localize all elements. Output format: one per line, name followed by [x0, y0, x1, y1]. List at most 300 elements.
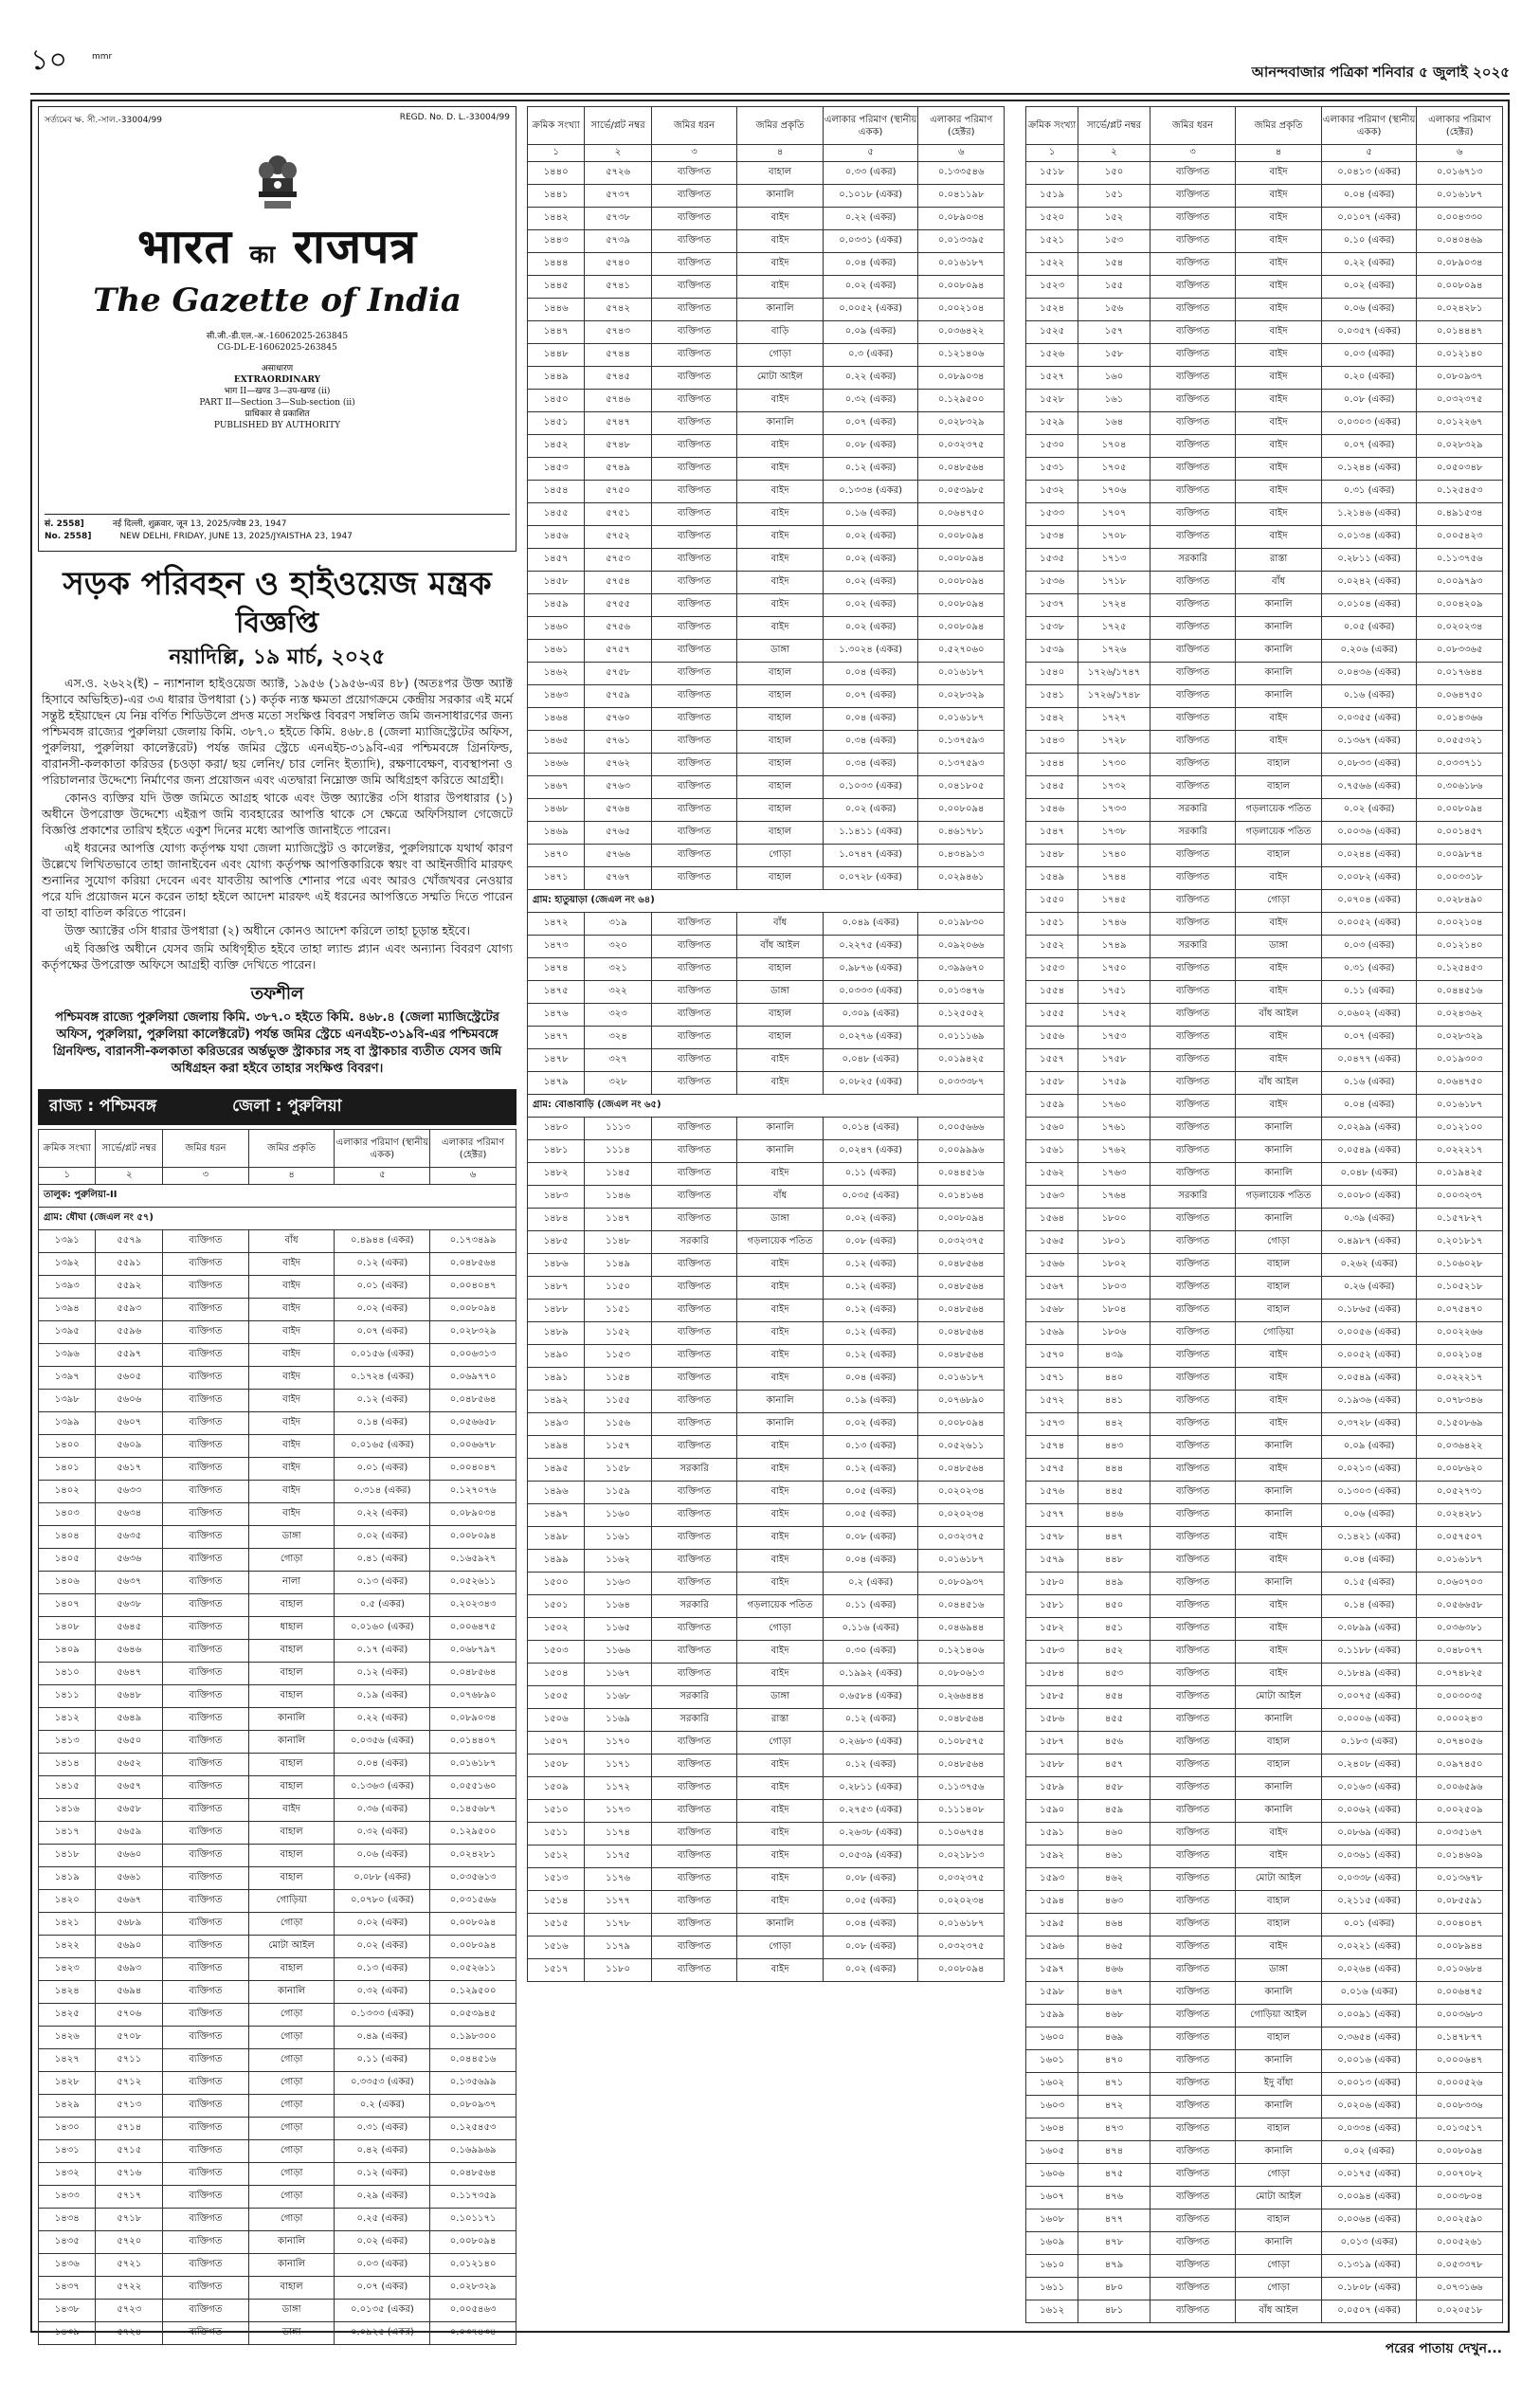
- table-cell: ০.০০২৫০৯: [1417, 1800, 1503, 1823]
- table-cell: ০.০১৩৫ (একর): [335, 2300, 430, 2322]
- table-cell: ০.০৩৭৪৩৪: [430, 2322, 516, 2345]
- table-cell: বাইদ: [1236, 958, 1322, 981]
- table-cell: ব্যক্তিগত: [651, 1209, 737, 1231]
- table-cell: ব্যক্তিগত: [163, 1958, 249, 1981]
- table-cell: ০.২২ (একর): [1321, 253, 1417, 276]
- table-cell: ০.০৪৮৫৬৪: [918, 1300, 1005, 1322]
- table-cell: বাহাল: [737, 663, 824, 685]
- table-cell: ০.০১৭৬৪৪: [1417, 663, 1503, 685]
- table-cell: ১৫২৪: [1026, 299, 1078, 321]
- table-cell: ০.৬৫৮৪ (একর): [823, 1686, 918, 1709]
- table-cell: ০.০০০২৪৩: [1417, 1709, 1503, 1732]
- gazette-date-english: NEW DELHI, FRIDAY, JUNE 13, 2025/JYAISTHA 23, 1947: [119, 532, 353, 541]
- table-cell: ০.২২ (একর): [823, 208, 918, 230]
- table-cell: ব্যক্তিগত: [651, 1027, 737, 1049]
- table-cell: ০.১৩ (একর): [823, 1436, 918, 1459]
- table-cell: বাইদ: [1236, 1664, 1322, 1686]
- table-cell: বাহাল: [248, 1663, 335, 1685]
- table-cell: গোড়া: [248, 2140, 335, 2163]
- page-number: ১০: [30, 44, 67, 77]
- middle-table-body: [528, 162, 1005, 1982]
- table-cell: ০.০০৮০৯৪: [918, 276, 1005, 299]
- table-cell: ০.১২ (একর): [823, 1709, 918, 1732]
- table-cell: ব্যক্তিগত: [1150, 1914, 1236, 1937]
- table-cell: ০.০৩ (একর): [1321, 936, 1417, 958]
- table-cell: ০.০৪৮ (একর): [823, 1049, 918, 1072]
- table-cell: বাইদ: [1236, 1641, 1322, 1664]
- table-cell: ০.৩৯৯৬৭০: [918, 958, 1005, 981]
- table-cell: ৫৭১২: [96, 2072, 163, 2095]
- table-cell: ১৪৫২: [528, 435, 585, 458]
- table-row: [528, 1345, 1005, 1368]
- table-cell: ০.০৮ (একর): [823, 1527, 918, 1550]
- table-cell: ১৭৪৯: [1078, 936, 1150, 958]
- table-cell: ১৫৩৯: [1026, 640, 1078, 663]
- table-row: [528, 549, 1005, 572]
- table-cell: ০.০১৪ (একর): [823, 1118, 918, 1140]
- table-cell: কানালি: [1236, 1982, 1322, 2005]
- table-cell: ১৫৩৪: [1026, 526, 1078, 549]
- table-cell: ০.০০৯১ (একর): [1321, 2005, 1417, 2027]
- table-cell: ০.০৮৩৩৬৫: [1417, 640, 1503, 663]
- table-cell: বাহাল: [737, 958, 824, 981]
- table-cell: ০.৩১ (একর): [1321, 958, 1417, 981]
- table-row: [1026, 1618, 1503, 1641]
- table-row: [1026, 1504, 1503, 1527]
- table-cell: ১৪৪২: [528, 208, 585, 230]
- table-cell: ০.০৮৯০৩৪: [1417, 253, 1503, 276]
- table-row: [39, 2118, 516, 2140]
- table-cell: ০.০৪ (একর): [823, 1368, 918, 1391]
- table-cell: ০.০৮৩৩ (একর): [1321, 754, 1417, 776]
- table-cell: ০.০৯৭৪৫০: [1417, 1755, 1503, 1777]
- table-row: [1026, 958, 1503, 981]
- table-cell: ১১১৩: [585, 1118, 651, 1140]
- table-cell: ১৫৭৭: [1026, 1504, 1078, 1527]
- table-cell: ১৫৪৭: [1026, 822, 1078, 845]
- table-cell: ব্যক্তিগত: [651, 867, 737, 890]
- table-cell: ১৪৩৪: [39, 2209, 96, 2231]
- table-row: [1026, 1482, 1503, 1504]
- table-header: [39, 1130, 516, 1185]
- table-cell: ০.০৪৮৫৬৪: [918, 1755, 1005, 1777]
- table-cell: কানালি: [1236, 1504, 1322, 1527]
- gazette-extra-hindi: असाधारण: [261, 364, 294, 373]
- table-cell: ০.০৮০৬১৩: [918, 1664, 1005, 1686]
- table-cell: বাঁধ আইল: [1236, 1004, 1322, 1027]
- gazette-title-hindi-ka: का: [249, 241, 277, 269]
- table-cell: ০.০০৮৬২০: [1417, 1459, 1503, 1482]
- table-cell: ব্যক্তিগত: [163, 1867, 249, 1890]
- table-cell: ব্যক্তিগত: [163, 1412, 249, 1435]
- table-cell: ০.০১৬১৮৭: [1417, 1095, 1503, 1118]
- table-cell: ০.০০৭০৮২: [1417, 2164, 1503, 2187]
- table-cell: বাইদ: [1236, 1618, 1322, 1641]
- table-cell: বাহাল: [248, 1685, 335, 1708]
- table-row: [1026, 2005, 1503, 2027]
- table-cell: বাইদ: [248, 1276, 335, 1299]
- table-cell: ১১৬৯: [585, 1709, 651, 1732]
- table-cell: ১৫৬৬: [1026, 1254, 1078, 1277]
- table-row: [528, 1959, 1005, 1982]
- table-cell: বাইদ: [737, 253, 824, 276]
- table-cell: ব্যক্তিগত: [1150, 2118, 1236, 2141]
- table-cell: ০.০০৪০৪৭: [430, 1458, 516, 1481]
- table-row: [39, 1230, 516, 1253]
- table-row: [39, 2027, 516, 2049]
- table-cell: ০.১৪ (একর): [335, 1412, 430, 1435]
- table-cell: ডাঙ্গা: [737, 1209, 824, 1231]
- table-cell: ৫৭১৮: [96, 2209, 163, 2231]
- table-cell: বাইদ: [1236, 481, 1322, 503]
- table-cell: ব্যক্তিগত: [1150, 1436, 1236, 1459]
- table-cell: ০.১৬ (একর): [1321, 685, 1417, 708]
- table-cell: ১৭২৭: [1078, 708, 1150, 731]
- header-row: [528, 107, 1005, 145]
- table-cell: ০.০৪৮৫৬৪: [430, 1663, 516, 1685]
- table-cell: ১৪৩৬: [39, 2254, 96, 2277]
- table-cell: ৪৬৫: [1078, 1937, 1150, 1959]
- table-cell: বাইদ: [1236, 867, 1322, 890]
- table-cell: ০.০২৮৩২৯: [430, 1321, 516, 1344]
- table-cell: ০.৩০ (একর): [823, 1641, 918, 1664]
- table-cell: ১৭২৮: [1078, 731, 1150, 754]
- table-row: [1026, 162, 1503, 185]
- table-row: [39, 1822, 516, 1845]
- table-cell: বাহাল: [1236, 1891, 1322, 1914]
- table-cell: ০.১২ (একর): [335, 1253, 430, 1276]
- table-row: [528, 1686, 1005, 1709]
- table-cell: ০.১৩১৯ (একর): [1321, 2255, 1417, 2278]
- table-cell: ব্যক্তিগত: [1150, 1959, 1236, 1982]
- table-row: [39, 1890, 516, 1913]
- table-cell: কানালি: [1236, 1209, 1322, 1231]
- right-column: [1025, 106, 1503, 2323]
- table-cell: বাহাল: [248, 1594, 335, 1617]
- table-row: [1026, 1118, 1503, 1140]
- table-cell: ১১৭৯: [585, 1937, 651, 1959]
- table-row: [528, 1140, 1005, 1163]
- table-cell: ৪৬৪: [1078, 1914, 1150, 1937]
- table-cell: ০.১২১৪০৬: [918, 1641, 1005, 1664]
- table-cell: ০.০৩ (একর): [1321, 344, 1417, 367]
- table-cell: ১৫৩৮: [1026, 617, 1078, 640]
- table-cell: ৫৭৪১: [585, 276, 651, 299]
- table-cell: ১৪৩৭: [39, 2277, 96, 2300]
- table-cell: ব্যক্তিগত: [651, 344, 737, 367]
- table-cell: ১৭০৮: [1078, 526, 1150, 549]
- table-cell: ০.০২৮৪৯০: [1417, 890, 1503, 913]
- table-cell: বাইদ: [1236, 230, 1322, 253]
- table-cell: ৫৭৪৮: [585, 435, 651, 458]
- column-header: এলাকার পরিমাণ (হেক্টর): [430, 1130, 516, 1168]
- table-row: [1026, 1436, 1503, 1459]
- table-cell: ০.০৫ (একর): [823, 1891, 918, 1914]
- table-cell: ০.০৭৬৮৯০: [918, 1391, 1005, 1413]
- table-row: [528, 867, 1005, 890]
- table-cell: বাইদ: [1236, 253, 1322, 276]
- table-cell: ১৫৩৬: [1026, 572, 1078, 594]
- table-cell: ১৪৫৬: [528, 526, 585, 549]
- table-cell: ১৪৭৭: [528, 1027, 585, 1049]
- table-cell: ০.০৮৫৫৯১: [1417, 1891, 1503, 1914]
- table-cell: ১৭৫১: [1078, 981, 1150, 1004]
- table-row: [1026, 2141, 1503, 2164]
- table-cell: ০.০০৬২ (একর): [1321, 1800, 1417, 1823]
- table-cell: বাইদ: [737, 617, 824, 640]
- table-cell: ০.১৯ (একর): [335, 1685, 430, 1708]
- table-cell: বাহাল: [1236, 1914, 1322, 1937]
- table-cell: ব্যক্তিগত: [1150, 2164, 1236, 2187]
- table-cell: ব্যক্তিগত: [1150, 2300, 1236, 2323]
- table-cell: ০.০৫ (একর): [823, 1482, 918, 1504]
- table-cell: ব্যক্তিগত: [651, 1618, 737, 1641]
- table-cell: ১১৫৩: [585, 1345, 651, 1368]
- table-cell: ব্যক্তিগত: [651, 572, 737, 594]
- table-cell: ০.১৯৮৩০০: [430, 2027, 516, 2049]
- table-row: [39, 2231, 516, 2254]
- table-row: [1026, 1755, 1503, 1777]
- table-cell: ব্যক্তিগত: [1150, 1937, 1236, 1959]
- small-mark: mmr: [91, 52, 113, 62]
- table-cell: ০.১৩৭৫৯৩: [918, 754, 1005, 776]
- table-cell: ব্যক্তিগত: [163, 1321, 249, 1344]
- table-cell: ব্যক্তিগত: [163, 2004, 249, 2027]
- table-row: [1026, 1413, 1503, 1436]
- table-cell: ৫৭৫২: [585, 526, 651, 549]
- table-cell: ব্যক্তিগত: [651, 1368, 737, 1391]
- table-cell: ১৪৭৬: [528, 1004, 585, 1027]
- table-row: [39, 1867, 516, 1890]
- table-cell: ১১৭৫: [585, 1846, 651, 1868]
- table-cell: ০.০৪৪৫১৬: [918, 1163, 1005, 1186]
- table-cell: ১৪১০: [39, 1663, 96, 1685]
- table-cell: গোড়িয়া আইল: [1236, 2005, 1322, 2027]
- table-cell: ০.০১৬১৮৭: [1417, 1550, 1503, 1573]
- table-cell: গোড়া: [737, 1937, 824, 1959]
- table-cell: কানালি: [248, 1731, 335, 1754]
- table-cell: বাইদ: [737, 1049, 824, 1072]
- table-row: [528, 1413, 1005, 1436]
- table-cell: ব্যক্তিগত: [163, 2049, 249, 2072]
- table-cell: ০.১০১১৭১: [430, 2209, 516, 2231]
- table-cell: ০.৪৯ (একর): [335, 2027, 430, 2049]
- table-cell: বাইদ: [737, 276, 824, 299]
- table-cell: ০.০২ (একর): [823, 526, 918, 549]
- table-cell: ব্যক্তিগত: [651, 1163, 737, 1186]
- table-cell: ব্যক্তিগত: [163, 1754, 249, 1776]
- table-row: [39, 1981, 516, 2004]
- table-cell: ০.০২ (একর): [823, 1413, 918, 1436]
- table-row: [528, 958, 1005, 981]
- table-cell: বাইদ: [1236, 1823, 1322, 1846]
- table-cell: ০.০৩৫ (একর): [823, 1186, 918, 1209]
- table-row: [39, 2186, 516, 2209]
- table-cell: ১৫৯০: [1026, 1800, 1078, 1823]
- table-cell: বাইদ: [1236, 1595, 1322, 1618]
- table-cell: বাইদ: [737, 1959, 824, 1982]
- table-cell: ৫৬৮৯: [96, 1913, 163, 1936]
- table-row: [528, 1231, 1005, 1254]
- table-cell: ৪৬৮: [1078, 2005, 1150, 2027]
- table-cell: ০.০১৯৪২৫: [918, 1049, 1005, 1072]
- column-number: ৩: [163, 1168, 249, 1185]
- table-cell: ব্যক্তিগত: [651, 1004, 737, 1027]
- table-cell: কানালি: [737, 185, 824, 208]
- table-cell: ১৫৪৮: [1026, 845, 1078, 867]
- table-cell: বাইদ: [737, 1777, 824, 1800]
- table-cell: ০.০০৮০৯৪: [1417, 2141, 1503, 2164]
- table-cell: ব্যক্তিগত: [1150, 1004, 1236, 1027]
- table-cell: ব্যক্তিগত: [651, 1914, 737, 1937]
- table-cell: ০.০১৩৬৭৮: [1417, 1868, 1503, 1891]
- left-land-table: [38, 1129, 516, 2345]
- table-cell: ১৪২৮: [39, 2072, 96, 2095]
- table-cell: ০.১৭৩৪৯৯: [430, 1230, 516, 1253]
- table-cell: ১৪৬৯: [528, 822, 585, 845]
- table-cell: কানালি: [737, 299, 824, 321]
- table-cell: ১৪০৭: [39, 1594, 96, 1617]
- table-cell: ৪৭৭: [1078, 2209, 1150, 2232]
- table-cell: ০.০২১৮১৩: [918, 1846, 1005, 1868]
- table-cell: বাইদ: [737, 1800, 824, 1823]
- table-cell: ০.০৭৪৮২৫: [1417, 1664, 1503, 1686]
- table-cell: ৫৬৪৭: [96, 1663, 163, 1685]
- table-cell: ১৩৯৮: [39, 1390, 96, 1412]
- table-cell: ০.০১৯৪২৫: [1417, 1163, 1503, 1186]
- table-cell: ব্যক্তিগত: [651, 458, 737, 481]
- gazette-title-hindi: [45, 220, 510, 282]
- table-cell: ০.১২ (একর): [823, 458, 918, 481]
- masthead: আনন্দবাজার পত্রিকা শনিবার ৫ জুলাই ২০২৫: [1251, 64, 1510, 81]
- table-cell: ১৪৮৭: [528, 1277, 585, 1300]
- table-cell: ০.০০৮০৯৪: [918, 526, 1005, 549]
- table-cell: ০.১২৭০৭৬: [430, 1481, 516, 1503]
- table-cell: ব্যক্তিগত: [651, 503, 737, 526]
- table-cell: ০.০০৫২ (একর): [1321, 913, 1417, 936]
- table-row: [39, 2209, 516, 2231]
- table-cell: ব্যক্তিগত: [651, 253, 737, 276]
- table-cell: গোড়া: [1236, 2164, 1322, 2187]
- table-cell: ০.০৫৪৯ (একর): [1321, 1140, 1417, 1163]
- table-cell: ০.২০ (একর): [1321, 367, 1417, 390]
- table-cell: ০.১৫৭৮২৭: [1417, 1209, 1503, 1231]
- table-row: [1026, 1777, 1503, 1800]
- table-cell: ৪৪১: [1078, 1391, 1150, 1413]
- table-row: [528, 754, 1005, 776]
- table-row: [528, 594, 1005, 617]
- table-row: [1026, 185, 1503, 208]
- table-cell: ব্যক্তিগত: [1150, 435, 1236, 458]
- table-header: [1026, 107, 1503, 162]
- table-cell: ০.৩২ (একর): [823, 390, 918, 412]
- table-cell: ব্যক্তিগত: [1150, 1800, 1236, 1823]
- table-cell: কানালি: [737, 1118, 824, 1140]
- table-cell: ০.০০৩২৩৭: [1417, 1186, 1503, 1209]
- table-row: [39, 1412, 516, 1435]
- table-cell: ০.০৩৫৫ (একর): [1321, 708, 1417, 731]
- table-cell: ব্যক্তিগত: [163, 2140, 249, 2163]
- table-cell: গোড়া: [248, 2163, 335, 2186]
- table-row: [1026, 2073, 1503, 2096]
- table-cell: ০.০২০২৩৪: [918, 1891, 1005, 1914]
- table-cell: ০.১৬ (একর): [1321, 1072, 1417, 1095]
- table-cell: ১৮০৩: [1078, 1277, 1150, 1300]
- table-row: [528, 1618, 1005, 1641]
- table-cell: বাইদ: [737, 1459, 824, 1482]
- right-table-body: [1026, 162, 1503, 2323]
- table-cell: গড়লায়েক পতিত: [1236, 822, 1322, 845]
- table-cell: ০.৪৯১৫৩৪: [1417, 503, 1503, 526]
- table-cell: ০.০১৬১৮৭: [918, 253, 1005, 276]
- table-cell: ৫৫৯৩: [96, 1299, 163, 1321]
- table-cell: ১৫৯৮: [1026, 1982, 1078, 2005]
- table-cell: ০.০৪১১৯৮: [918, 185, 1005, 208]
- table-cell: ০.১২ (একর): [823, 1345, 918, 1368]
- table-cell: ০.০২৭৬ (একর): [823, 1027, 918, 1049]
- table-cell: ১৫৫৮: [1026, 1072, 1078, 1095]
- table-cell: ৫৬৪৬: [96, 1640, 163, 1663]
- table-cell: ১১৫৮: [585, 1459, 651, 1482]
- table-cell: ব্যক্তিগত: [1150, 2187, 1236, 2209]
- table-cell: ০.৭৫৬৬ (একর): [1321, 776, 1417, 799]
- table-cell: ৪৪৫: [1078, 1482, 1150, 1504]
- table-cell: ০.০৭৪০৫৬: [1417, 1732, 1503, 1755]
- table-cell: ৫৬০৭: [96, 1412, 163, 1435]
- table-cell: ব্যক্তিগত: [651, 481, 737, 503]
- table-cell: ১৪০৪: [39, 1526, 96, 1549]
- gazette-auth-hindi: प्राधिकार से प्रकाशित: [245, 409, 310, 419]
- table-cell: ব্যক্তিগত: [1150, 1709, 1236, 1732]
- table-cell: ব্যক্তিগত: [163, 1230, 249, 1253]
- table-cell: ৩২৮: [585, 1072, 651, 1095]
- table-cell: ১৪২৫: [39, 2004, 96, 2027]
- table-cell: ১৪৪৮: [528, 344, 585, 367]
- table-row: [39, 1481, 516, 1503]
- table-cell: বাহাল: [737, 776, 824, 799]
- table-cell: ১১৬৫: [585, 1618, 651, 1641]
- table-row: [1026, 2300, 1503, 2323]
- table-cell: বাঁধ: [1236, 572, 1322, 594]
- table-cell: ০.১২৯৫০০: [430, 1981, 516, 2004]
- table-cell: ০.০২৮৩২৯: [918, 412, 1005, 435]
- table-cell: কানালি: [1236, 1800, 1322, 1823]
- table-cell: ১৫৭১: [1026, 1368, 1078, 1391]
- table-cell: ০.০১২১৪০: [430, 2254, 516, 2277]
- table-cell: ব্যক্তিগত: [651, 1049, 737, 1072]
- table-cell: গোড়া: [1236, 2255, 1322, 2278]
- table-cell: ৫৬৬১: [96, 1867, 163, 1890]
- table-row: [1026, 1049, 1503, 1072]
- table-cell: ৫৭৬২: [585, 754, 651, 776]
- schedule-description: পশ্চিমবঙ্গ রাজ্যে পুরুলিয়া জেলায় কিমি. ৩৮৭.০ হইতে কিমি. ৪৬৮.৪ (জেলা ম্যাজিস্ট্রেটের অফিস, পুরুলিয়া, পুরুলিয়া কালেক্টরেট) পর্যন্ত জমির স্ট্রেচে এনএইচ-৩১৯বি-এর পশ্চিমবঙ্গে গ্রিনফিল্ড, বারানসী-কলকাতা করিডরের অর্ন্তভুক্ত স্ট্রাকচার সহ বা স্ট্রাকচার ব্যতীত যেসব জমি অধিগ্রহন করা হইবে তাহার সংক্ষিপ্ত বিবরণ।: [52, 1010, 502, 1076]
- column-number: ১: [39, 1168, 96, 1185]
- table-cell: ১৫১৯: [1026, 185, 1078, 208]
- table-cell: ব্যক্তিগত: [651, 1846, 737, 1868]
- table-row: [39, 2049, 516, 2072]
- table-cell: ১৫৩৩: [1026, 503, 1078, 526]
- table-cell: ১৬০১: [1026, 2050, 1078, 2073]
- page-header: [30, 38, 1510, 95]
- table-cell: ব্যক্তিগত: [651, 1504, 737, 1527]
- table-row: [528, 435, 1005, 458]
- table-cell: ৫৫৯৭: [96, 1344, 163, 1367]
- table-row: [1026, 1072, 1503, 1095]
- table-row: [528, 708, 1005, 731]
- table-cell: ০.১৩৩৩ (একর): [335, 2004, 430, 2027]
- table-cell: ০.০৬৪৭৫০: [1417, 685, 1503, 708]
- table-cell: ০.০৭ (একর): [823, 412, 918, 435]
